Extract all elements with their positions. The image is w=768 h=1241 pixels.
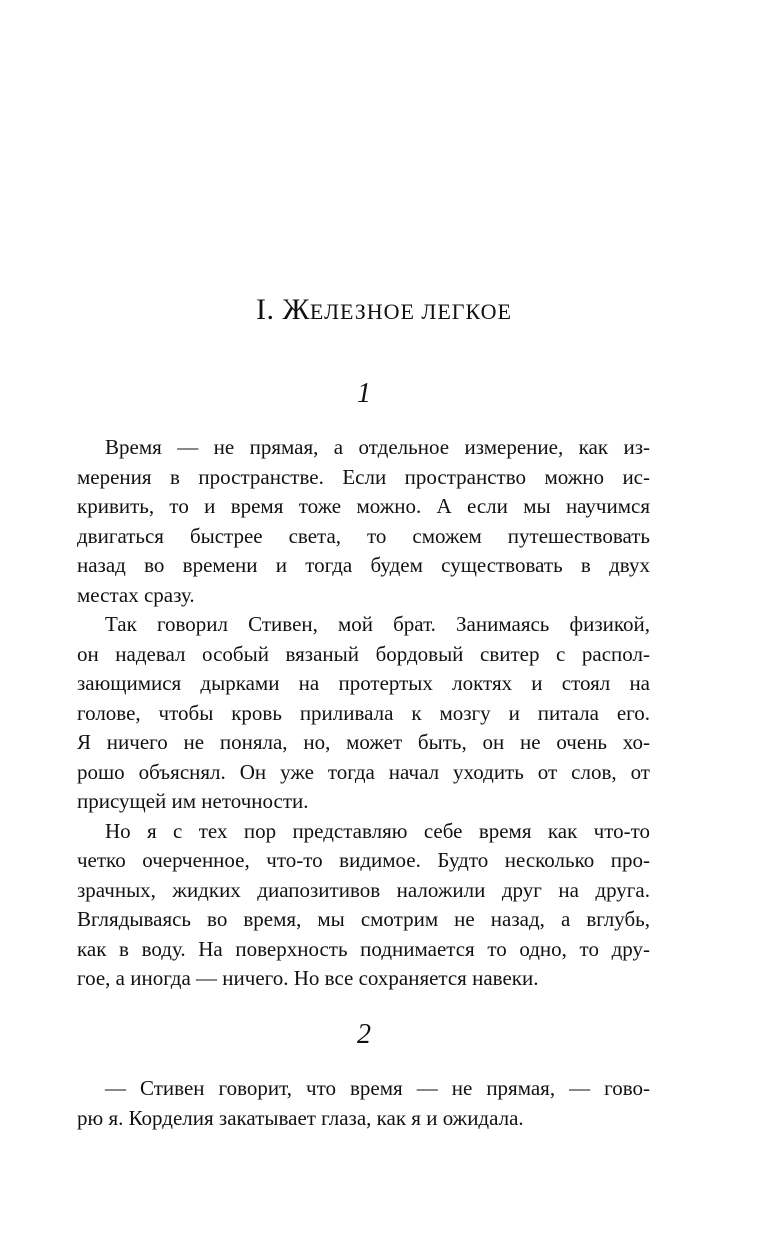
section-text [77,1074,650,1133]
text-line: Время — не прямая, а отдельное измерение, как из- [105,435,650,459]
text-line: Вглядываясь во время, мы смотрим не назад, а вглубь, [77,907,650,931]
text-line: голове, чтобы кровь приливала к мозгу и питала его. [77,700,650,725]
chapter-numeral: I. [256,293,275,326]
section-text [77,433,650,994]
text-line: местах сразу. [77,582,195,607]
text-line: присущей им неточности. [77,789,309,813]
text-line: рю я. Корделия закатывает глаза, как я и ожидала. [77,1105,524,1130]
section-number: 2 [357,1019,371,1050]
text-line: назад во времени и тогда будем существовать в двух [77,553,650,577]
text-line: Я ничего не поняла, но, может быть, он не очень хо- [77,730,650,754]
text-line: — Стивен говорит, что время — не прямая, — гово- [105,1076,650,1100]
text-line: рошо объяснял. Он уже тогда начал уходить от слов, от [77,759,650,784]
text-line: зающимися дырками на протертых локтях и стоял на [77,671,650,695]
text-line: гое, а иногда — ничего. Но все сохраняется навеки. [77,966,539,990]
text-line: как в воду. На поверхность поднимается то одно, то дру- [77,936,650,961]
chapter-title [0,290,768,332]
text-line: Но я с тех пор представляю себе время как что-то [105,818,650,843]
text-line: двигаться быстрее света, то сможем путешествовать [77,523,650,548]
text-line: кривить, то и время тоже можно. А если мы научимся [77,494,650,518]
text-line: четко очерченное, что-то видимое. Будто несколько про- [77,848,650,872]
section-number: 1 [357,378,371,409]
text-line: Так говорил Стивен, мой брат. Занимаясь физикой, [105,612,650,636]
chapter-title-rest: ЕЛЕЗНОЕ ЛЕГКОЕ [309,299,512,324]
text-line: он надевал особый вязаный бордовый свитер с распол- [77,641,650,666]
text-line: зрачных, жидких диапозитивов наложили друг на друга. [77,877,650,902]
text-line: мерения в пространстве. Если пространство можно ис- [77,464,650,489]
chapter-first-letter: Ж [282,293,310,326]
